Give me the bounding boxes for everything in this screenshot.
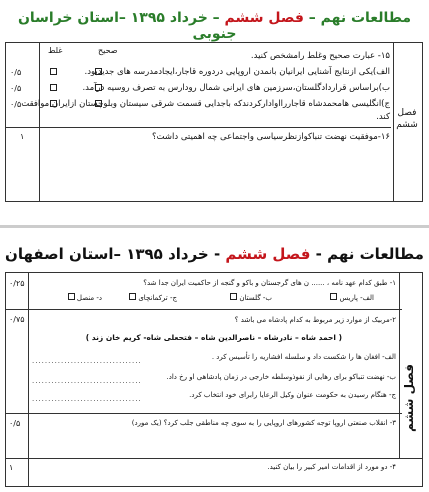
question-4: ۴- دو مورد از اقدامات امیر کبیر را بیان کنید. [267,463,396,471]
score-1: ۰/۲۵ [9,279,25,288]
question-3: ۳- انقلاب صنعتی اروپا توجه کشورهای اروپایی را به سوی چه مناطقی جلب کرد؟ (یک مورد) [131,419,396,427]
false-checkbox-a[interactable] [50,68,57,75]
score-c: ۰/۵ [10,100,22,109]
header-true: صحیح [98,46,118,55]
option-d-checkbox[interactable] [68,293,75,300]
question-1: ۱- طبق کدام عهد نامه ، ...... ن های گرجستان و باکو و گنجه از حاکمیت ایران جدا شد؟ [143,279,396,287]
section1-title: مطالعات نهم – فصل ششم – خرداد ۱۳۹۵ –استان خراسان جنوبی [17,10,412,42]
score-2: ۰/۷۵ [9,315,25,324]
score-column [6,43,40,201]
option-c: ج- ترکمانچای [129,293,177,302]
question-16: ۱۶-موفقیت نهضت تنباکوازنظرسیاسی واجتماعی چه اهمیتی داشت؟ [152,132,390,142]
chapter-column [393,43,422,201]
score-16: ۱ [20,132,25,141]
q2-item-a: الف- افغان ها را شکست داد و سلسله افشاریه را تأسیس کرد . [211,353,396,361]
option-d: د- منصل [68,293,102,302]
item-c: ج)انگلیسی هامحمدشاه قاجاررااوادارکردندکه باجدایی قسمت شرقی سیستان وبلوچستان ازایران موافقت [21,99,390,109]
item-b: ب)براساس قراردادگلستان،سرزمین های ایرانی شمال رودارس به تصرف روسیه درآمد. [82,83,390,93]
option-b: ب- گلستان [230,293,272,302]
header-false: غلط [48,46,63,55]
score-a: ۰/۵ [10,68,22,77]
false-checkbox-c[interactable] [50,100,57,107]
option-b-checkbox[interactable] [230,293,237,300]
answer-line-a: .................................. [32,357,142,365]
section1-table [5,42,423,202]
section2-title: مطالعات نهم - فصل ششم - خرداد ۱۳۹۵ –استان اصفهان [5,245,424,263]
option-c-checkbox[interactable] [129,293,136,300]
score-4: ۱ [9,463,14,472]
row-separator [6,413,402,414]
score-column [6,273,29,486]
question-2: ۲-مربیک از موارد زیر مربوط به کدام پادشاه می باشد ؟ [234,316,396,324]
kings-list: ( احمد شاه – نادرشاه – ناصرالدین شاه – فتحعلی شاه- کریم خان زند ) [85,333,342,342]
q2-item-c: ج- هنگام رسیدن به حکومت عنوان وکیل الرعایا رابرای خود انتخاب کرد. [189,391,396,399]
row-separator [6,127,391,128]
section-divider [0,225,429,228]
answer-line-b: .................................. [32,377,142,385]
row-separator [6,309,402,310]
q2-item-b: ب- نهضت تنباکو برای رهایی از نفوذوسلطه خارجی در زمان پادشاهی او رخ داد. [166,373,396,381]
question-15: ۱۵- عبارت صحیح وغلط رامشخص کنید. [250,51,390,61]
score-b: ۰/۵ [10,84,22,93]
true-checkbox-a[interactable] [95,68,102,75]
score-3: ۰/۵ [9,419,21,428]
true-checkbox-b[interactable] [95,84,102,91]
item-a: الف)یکی ازنتایج آشنایی ایرانیان بانمدن اروپایی دردوره قاجار،ایجادمدرسه های جدیدبود. [84,67,390,77]
option-a: الف- پاریس [330,293,374,302]
true-checkbox-c[interactable] [95,100,102,107]
section2-table [5,272,423,487]
row-separator [6,458,422,459]
chapter-label: فصل ششم [396,108,418,130]
chapter-column [399,273,422,458]
answer-line-c: .................................. [32,395,142,403]
false-checkbox-b[interactable] [50,84,57,91]
option-a-checkbox[interactable] [330,293,337,300]
item-c-continued: کند. [376,112,390,122]
chapter-label: فصل ششم [402,364,416,432]
